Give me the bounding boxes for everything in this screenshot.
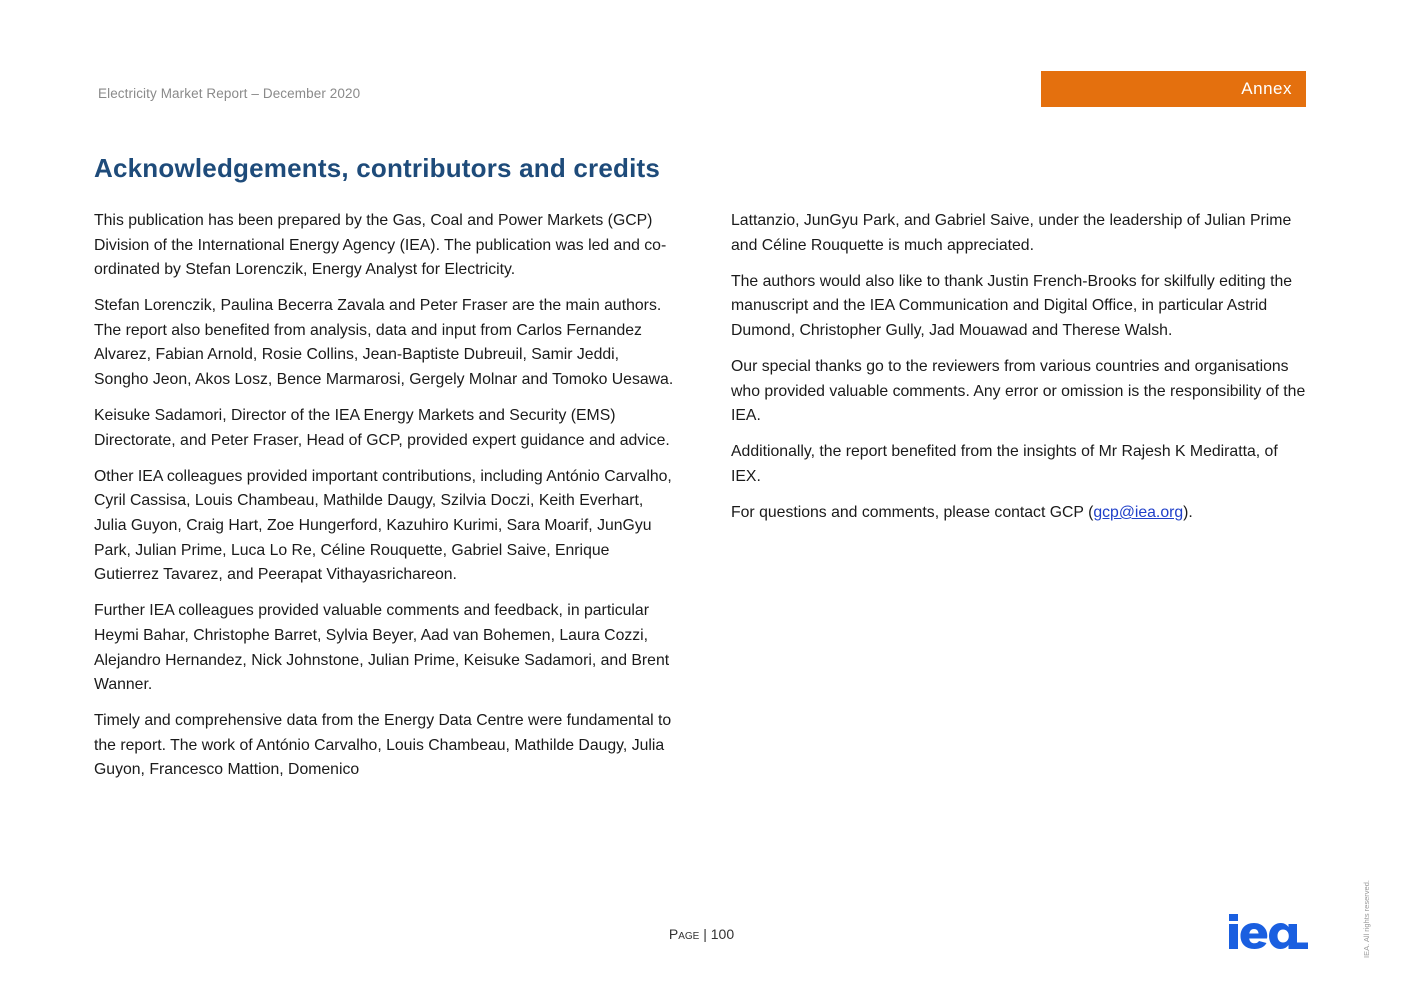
page-number: 100 (710, 926, 735, 942)
page-footer (0, 926, 1403, 942)
report-title: Electricity Market Report – December 2020 (98, 86, 361, 101)
contact-paragraph (731, 501, 1306, 526)
paragraph: Other IEA colleagues provided important contributions, including António Carvalho, Cyril Cassisa, Louis Chambeau, Mathilde Daugy, Szilvia Doczi, Keith Everhart, Julia Guyon, Craig Hart, Zoe Hungerford, Kazuhiro Kurimi, Sara Moarif, JunGyu Park, Julian Prime, Luca Lo Re, Céline Rouquette, Gabriel Saive, Enrique Gutierrez Tavarez, and Peerapat Vithayasrichareon. (94, 467, 672, 584)
right-column (731, 209, 1306, 537)
contact-suffix: ). (1183, 503, 1193, 521)
paragraph: The authors would also like to thank Justin French-Brooks for skilfully editing the manuscript and the IEA Communication and Digital Office, in particular Astrid Dumond, Christopher Gully, Jad Mouawad and Therese Walsh. (731, 272, 1293, 339)
paragraph: This publication has been prepared by the Gas, Coal and Power Markets (GCP) Division of the International Energy Agency (IEA). The publication was led and co-ordinated by Stefan Lorenczik, Energy Analyst for Electricity. (94, 212, 667, 279)
contact-prefix: For questions and comments, please contact GCP ( (731, 503, 1094, 521)
rights-notice: IEA. All rights reserved. (1362, 880, 1371, 958)
page-label: Page (668, 926, 700, 942)
paragraph: Keisuke Sadamori, Director of the IEA Energy Markets and Security (EMS) Directorate, and Peter Fraser, Head of GCP, provided expert guidance and advice. (94, 407, 670, 449)
section-tab-label: Annex (1241, 79, 1292, 98)
section-tab-annex (1041, 71, 1306, 107)
left-column (94, 209, 674, 794)
paragraph: Additionally, the report benefited from the insights of Mr Rajesh K Mediratta, of IEX. (731, 443, 1278, 485)
iea-logo-mark (1229, 914, 1308, 949)
page-separator: | (699, 926, 711, 942)
contact-email-link[interactable]: gcp@iea.org (1093, 503, 1184, 521)
paragraph: Stefan Lorenczik, Paulina Becerra Zavala and Peter Fraser are the main authors. The report also benefited from analysis, data and input from Carlos Fernandez Alvarez, Fabian Arnold, Rosie Collins, Jean-Baptiste Dubreuil, Samir Jeddi, Songho Jeon, Akos Losz, Bence Marmarosi, Gergely Molnar and Tomoko Uesawa. (94, 297, 674, 389)
iea-logo (1229, 914, 1308, 949)
paragraph: Timely and comprehensive data from the Energy Data Centre were fundamental to the report. The work of António Carvalho, Louis Chambeau, Mathilde Daugy, Julia Guyon, Francesco Mattion, Domenico (94, 712, 672, 779)
paragraph: Our special thanks go to the reviewers from various countries and organisations who provided valuable comments. Any error or omission is the responsibility of the IEA. (731, 357, 1306, 425)
paragraph: Lattanzio, JunGyu Park, and Gabriel Saive, under the leadership of Julian Prime and Céline Rouquette is much appreciated. (731, 212, 1292, 254)
page-title: Acknowledgements, contributors and credits (94, 153, 661, 183)
paragraph: Further IEA colleagues provided valuable comments and feedback, in particular Heymi Bahar, Christophe Barret, Sylvia Beyer, Aad van Bohemen, Laura Cozzi, Alejandro Hernandez, Nick Johnstone, Julian Prime, Keisuke Sadamori, and Brent Wanner. (94, 602, 670, 694)
